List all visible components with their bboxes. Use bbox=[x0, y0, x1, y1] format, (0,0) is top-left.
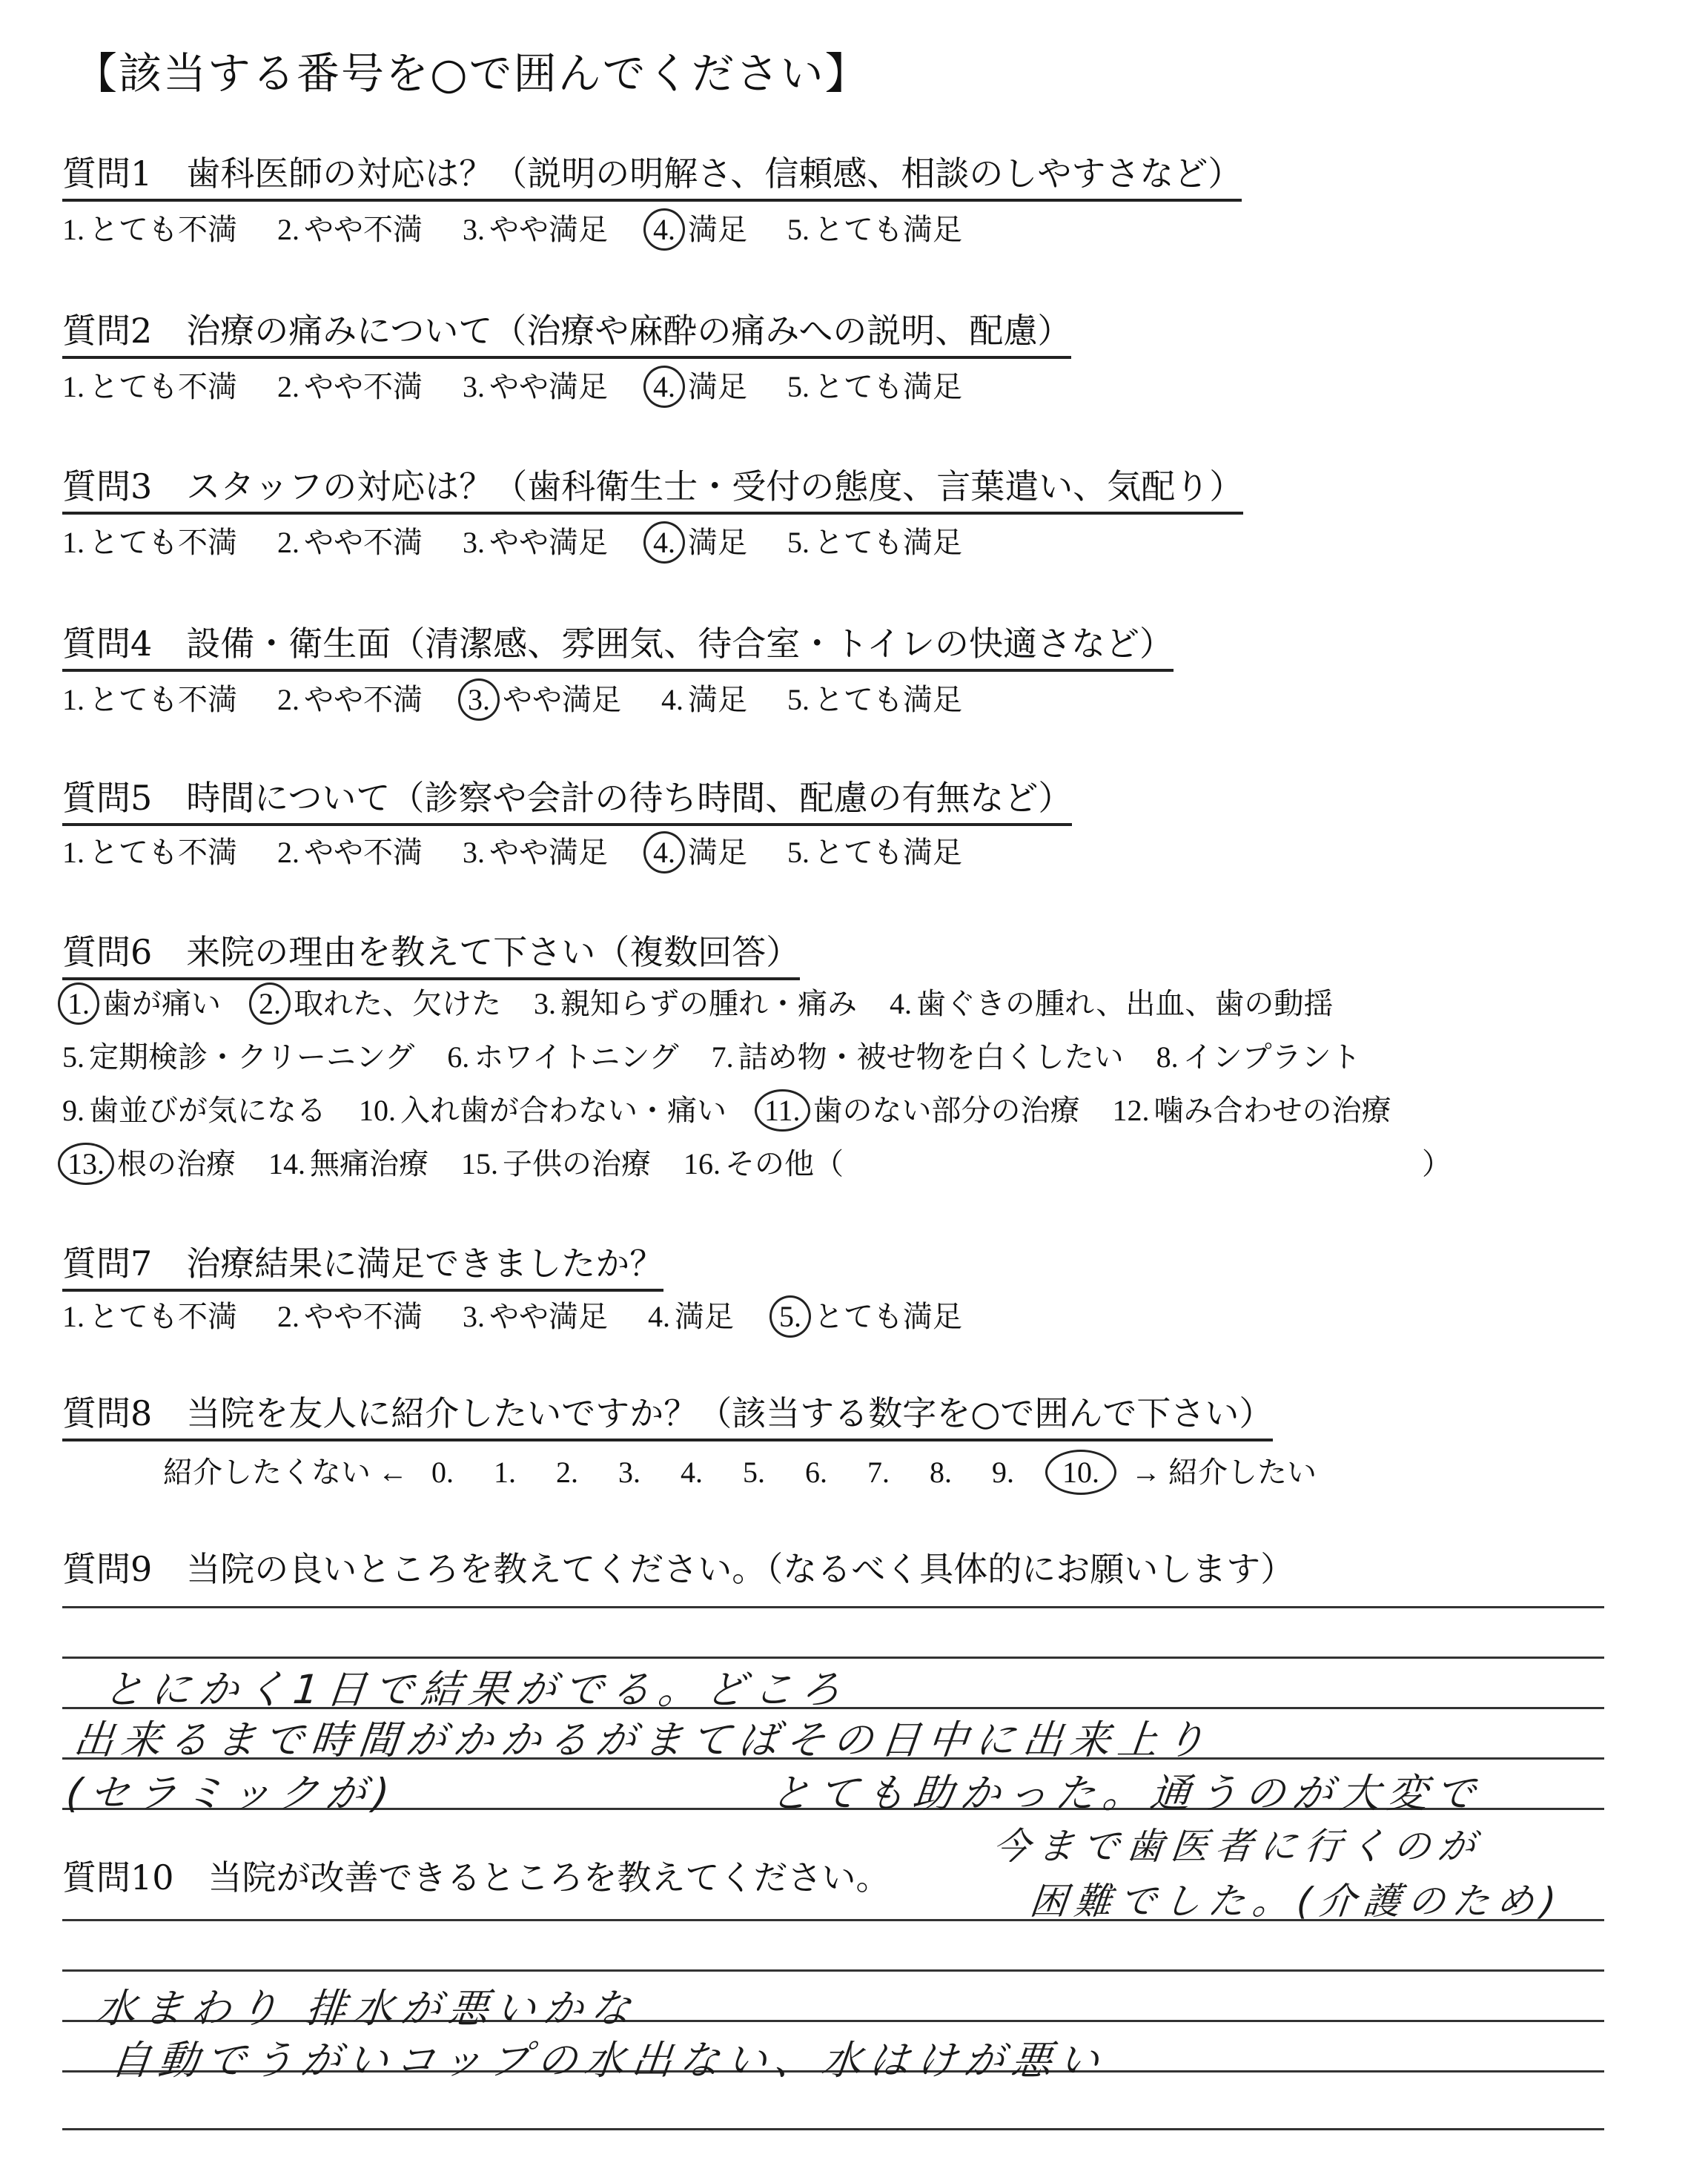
q2-option-1[interactable]: 1. とても不満 bbox=[62, 370, 237, 403]
q9-answer-line-1 bbox=[62, 1606, 1604, 1608]
q6-option-1-circled[interactable]: 1. 歯が痛い bbox=[62, 980, 221, 1023]
q4-option-3-circled[interactable]: 3. やや満足 bbox=[463, 676, 621, 719]
q3-option-2[interactable]: 2. やや不満 bbox=[277, 526, 423, 559]
q10-handwriting-4: 自動でうがいコップの水出ない、水はけが悪い bbox=[108, 2037, 1109, 2084]
q3-option-1[interactable]: 1. とても不満 bbox=[62, 526, 237, 559]
q1-option-5[interactable]: 5. とても満足 bbox=[787, 213, 962, 246]
q5-option-5[interactable]: 5. とても満足 bbox=[787, 836, 962, 869]
q4-option-1[interactable]: 1. とても不満 bbox=[62, 683, 237, 716]
q6-option-15[interactable]: 15. 子供の治療 bbox=[461, 1147, 651, 1180]
q6-option-14[interactable]: 14. 無痛治療 bbox=[268, 1147, 428, 1180]
q4-option-5[interactable]: 5. とても満足 bbox=[787, 683, 962, 716]
question-4-options bbox=[62, 676, 995, 719]
q4-option-4[interactable]: 4. 満足 bbox=[661, 683, 747, 716]
q8-value-7[interactable]: 7. bbox=[867, 1456, 890, 1489]
q6-option-9[interactable]: 9. 歯並びが気になる bbox=[62, 1094, 326, 1127]
q9-handwriting-2: 出来るまで時間がかかるがまてばその日中に出来上り bbox=[71, 1717, 1215, 1763]
q6-row-3 bbox=[62, 1087, 1417, 1129]
q8-right-label: → 紹介したい bbox=[1131, 1456, 1317, 1489]
q8-value-8[interactable]: 8. bbox=[930, 1456, 952, 1489]
question-5-title: 質問5 時間について（診察や会計の待ち時間、配慮の有無など） bbox=[62, 771, 1072, 826]
page-title: 【該当する番号を○で囲んでください】 bbox=[74, 48, 870, 99]
q6-option-5[interactable]: 5. 定期検診・クリーニング bbox=[62, 1040, 415, 1074]
q10-answer-line-5 bbox=[62, 2128, 1604, 2130]
q7-option-2[interactable]: 2. やや不満 bbox=[277, 1300, 423, 1333]
q3-option-5[interactable]: 5. とても満足 bbox=[787, 526, 962, 559]
q6-option-2-circled[interactable]: 2. 取れた、欠けた bbox=[254, 980, 501, 1023]
q6-option-13-circled[interactable]: 13. 根の治療 bbox=[62, 1140, 236, 1183]
q4-option-2[interactable]: 2. やや不満 bbox=[277, 683, 423, 716]
q6-option-11-circled[interactable]: 11. 歯のない部分の治療 bbox=[759, 1087, 1080, 1129]
q5-option-2[interactable]: 2. やや不満 bbox=[277, 836, 423, 869]
q6-row-4 bbox=[62, 1140, 1477, 1183]
q7-option-4[interactable]: 4. 満足 bbox=[648, 1300, 734, 1333]
q6-option-12[interactable]: 12. 噛み合わせの治療 bbox=[1112, 1094, 1391, 1127]
question-7-options bbox=[62, 1293, 995, 1335]
q10-handwriting-2: 困難でした。(介護のため) bbox=[1027, 1880, 1566, 1923]
q2-option-5[interactable]: 5. とても満足 bbox=[787, 370, 962, 403]
q1-option-3[interactable]: 3. やや満足 bbox=[463, 213, 608, 246]
question-5-options bbox=[62, 829, 995, 871]
q1-option-1[interactable]: 1. とても不満 bbox=[62, 213, 237, 246]
q7-option-1[interactable]: 1. とても不満 bbox=[62, 1300, 237, 1333]
q9-handwriting-1: とにかく1日で結果がでる。どころ bbox=[101, 1666, 851, 1713]
q10-answer-line-1 bbox=[62, 1919, 1604, 1921]
question-7-title: 質問7 治療結果に満足できましたか？ bbox=[62, 1237, 663, 1292]
q5-option-3[interactable]: 3. やや満足 bbox=[463, 836, 608, 869]
q6-option-7[interactable]: 7. 詰め物・被せ物を白くしたい bbox=[711, 1040, 1124, 1074]
q2-option-4-circled[interactable]: 4. 満足 bbox=[648, 363, 747, 406]
question-1-options bbox=[62, 206, 995, 248]
question-9-title: 質問9 当院の良いところを教えてください。（なるべく具体的にお願いします） bbox=[62, 1549, 1295, 1589]
q2-option-2[interactable]: 2. やや不満 bbox=[277, 370, 423, 403]
question-1-title: 質問1 歯科医師の対応は？（説明の明解さ、信頼感、相談のしやすさなど） bbox=[62, 147, 1242, 202]
other-close-paren: ） bbox=[1422, 1147, 1452, 1180]
q1-option-4-circled[interactable]: 4. 満足 bbox=[648, 206, 747, 248]
q6-option-10[interactable]: 10. 入れ歯が合わない・痛い bbox=[359, 1094, 726, 1127]
question-3-title: 質問3 スタッフの対応は？（歯科衛生士・受付の態度、言葉遣い、気配り） bbox=[62, 460, 1243, 515]
question-2-options bbox=[62, 363, 995, 406]
q8-value-0[interactable]: 0. bbox=[431, 1456, 454, 1489]
q1-option-2[interactable]: 2. やや不満 bbox=[277, 213, 423, 246]
q9-handwriting-4: とても助かった。通うのが大変で bbox=[768, 1770, 1485, 1817]
q8-value-2[interactable]: 2. bbox=[556, 1456, 578, 1489]
q3-option-3[interactable]: 3. やや満足 bbox=[463, 526, 608, 559]
q10-answer-line-2 bbox=[62, 1969, 1604, 1972]
question-8-title: 質問8 当院を友人に紹介したいですか？（該当する数字を○で囲んで下さい） bbox=[62, 1387, 1273, 1441]
q8-value-5[interactable]: 5. bbox=[743, 1456, 765, 1489]
q6-option-4[interactable]: 4. 歯ぐきの腫れ、出血、歯の動揺 bbox=[890, 987, 1334, 1020]
q6-row-2 bbox=[62, 1034, 1386, 1076]
q8-value-4[interactable]: 4. bbox=[681, 1456, 703, 1489]
q8-scale bbox=[163, 1449, 1317, 1491]
q6-option-3[interactable]: 3. 親知らずの腫れ・痛み bbox=[534, 987, 857, 1020]
q6-option-16[interactable]: 16. その他（ ） bbox=[683, 1147, 1452, 1180]
q5-option-4-circled[interactable]: 4. 満足 bbox=[648, 829, 747, 871]
q6-option-6[interactable]: 6. ホワイトニング bbox=[447, 1040, 679, 1074]
q3-option-4-circled[interactable]: 4. 満足 bbox=[648, 519, 747, 561]
q8-value-3[interactable]: 3. bbox=[618, 1456, 640, 1489]
q10-handwriting-3: 水まわり 排水が悪いかな bbox=[93, 1985, 641, 2032]
question-4-title: 質問4 設備・衛生面（清潔感、雰囲気、待合室・トイレの快適さなど） bbox=[62, 617, 1174, 672]
q8-value-10-circled[interactable]: 10. bbox=[1045, 1450, 1116, 1495]
q7-option-5-circled[interactable]: 5. とても満足 bbox=[774, 1293, 962, 1335]
q10-handwriting-1: 今まで歯医者に行くのが bbox=[990, 1825, 1485, 1868]
question-6-title: 質問6 来院の理由を教えて下さい（複数回答） bbox=[62, 925, 800, 980]
q8-left-label: 紹介したくない ← bbox=[163, 1456, 408, 1489]
q7-option-3[interactable]: 3. やや満足 bbox=[463, 1300, 608, 1333]
q9-handwriting-3: (セラミックが) bbox=[64, 1770, 399, 1817]
q8-value-6[interactable]: 6. bbox=[805, 1456, 827, 1489]
q6-row-1 bbox=[62, 980, 1358, 1023]
question-10-title: 質問10 当院が改善できるところを教えてください。 bbox=[62, 1857, 890, 1898]
q2-option-3[interactable]: 3. やや満足 bbox=[463, 370, 608, 403]
question-2-title: 質問2 治療の痛みについて（治療や麻酔の痛みへの説明、配慮） bbox=[62, 304, 1071, 359]
question-3-options bbox=[62, 519, 995, 561]
q5-option-1[interactable]: 1. とても不満 bbox=[62, 836, 237, 869]
q8-value-1[interactable]: 1. bbox=[494, 1456, 516, 1489]
q8-value-9[interactable]: 9. bbox=[992, 1456, 1014, 1489]
q6-option-8[interactable]: 8. インプラント bbox=[1156, 1040, 1361, 1074]
